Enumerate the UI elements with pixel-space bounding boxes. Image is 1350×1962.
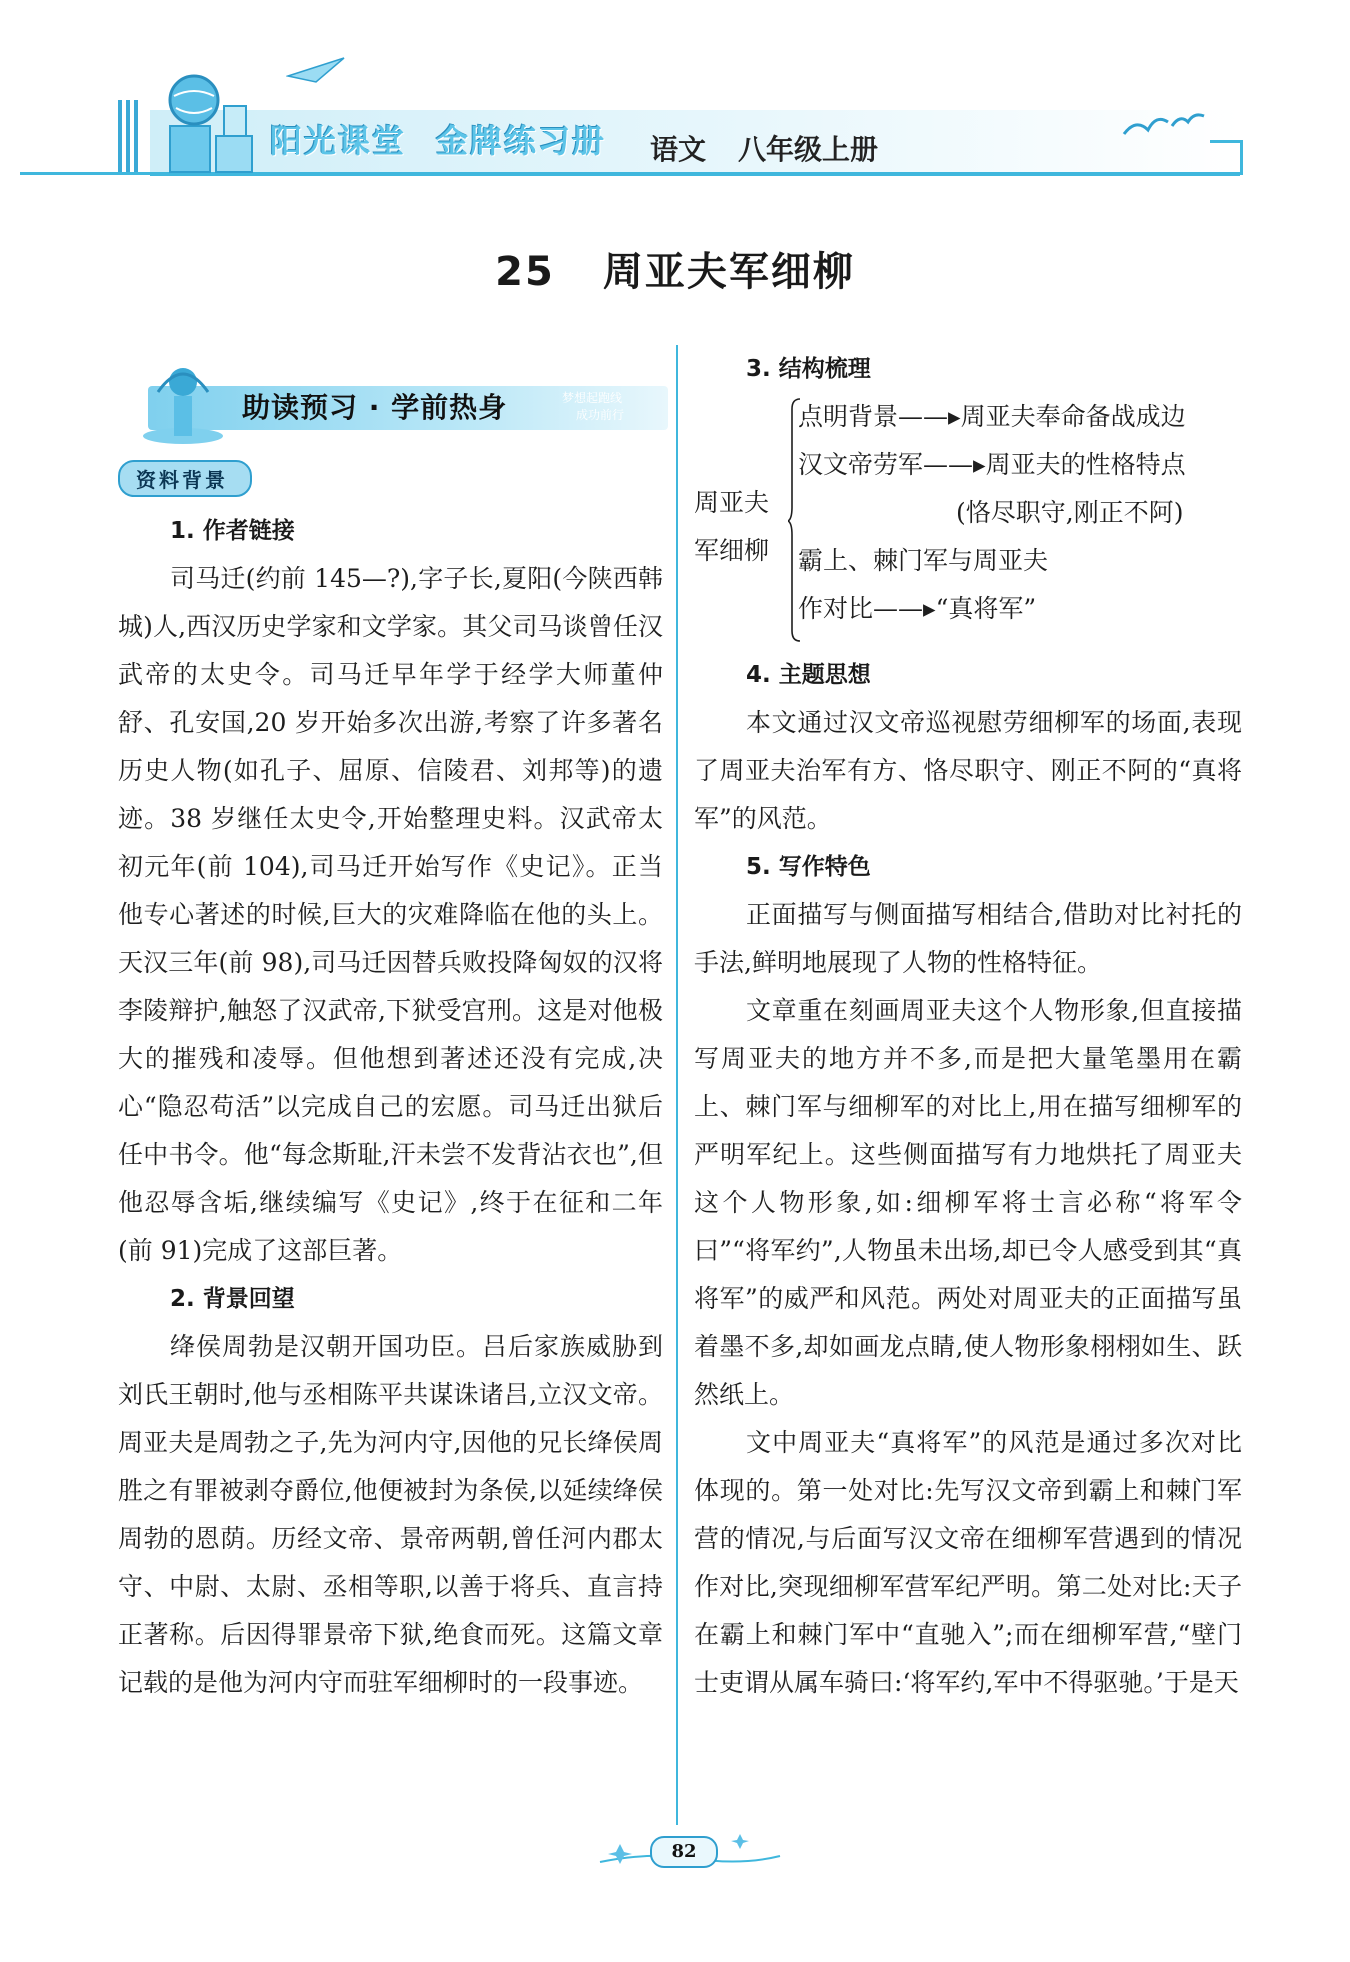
page-header (0, 0, 1350, 200)
writing-features-heading: 5. 写作特色 (746, 854, 871, 880)
structure-diagram (694, 393, 1242, 651)
series-right: 金牌练习册 (436, 122, 607, 160)
row1-right: 周亚夫奉命备战成边 (960, 402, 1186, 431)
lesson-number: 25 (495, 249, 555, 295)
row2-right: 周亚夫的性格特点 (985, 450, 1186, 479)
diagram-row-1 (798, 393, 1186, 441)
root-line-1: 周亚夫 (694, 488, 770, 517)
diagram-row-2 (798, 441, 1186, 489)
row4-left: 作对比 (798, 594, 874, 623)
row2-left: 汉文帝劳军 (798, 450, 924, 479)
banner-slogan (562, 390, 662, 424)
background-text: 绛侯周勃是汉朝开国功臣。吕后家族威胁到刘氏王朝时,他与丞相陈平共谋诛诸吕,立汉文帝。周亚夫是周勃之子,先为河内守,因他的兄长绛侯周胜之有罪被剥夺爵位,他便被封为条侯,以延续绛侯周勃的恩荫。历经文帝、景帝两朝,曾任河内郡太守、中尉、太尉、丞相等职,以善于将兵、直言持正著称。后因得罪景帝下狱,绝食而死。这篇文章记载的是他为河内守而驻军细柳时的一段事迹。 (118, 1332, 663, 1697)
row4-right: “真将军” (935, 594, 1037, 623)
right-column (694, 345, 1242, 1707)
row2-note: (恪尽职守,刚正不阿) (956, 498, 1184, 527)
grade-label: 八年级上册 (738, 133, 879, 166)
birds-icon (1120, 104, 1210, 144)
subject-label: 语文 (650, 133, 707, 166)
material-background-tag: 资料背景 (118, 460, 252, 497)
banner-title: 助读预习 · 学前热身 (242, 391, 508, 424)
header-stripes (118, 100, 138, 172)
theme-heading: 4. 主题思想 (746, 662, 871, 688)
theme-text: 本文通过汉文帝巡视慰劳细柳军的场面,表现了周亚夫治军有方、恪尽职守、刚正不阿的“真将军”的风范。 (694, 708, 1242, 833)
diagram-root (694, 479, 769, 575)
diagram-row-3: 霸上、棘门军与周亚夫 (798, 546, 1049, 575)
column-divider (676, 345, 678, 1825)
globe-books-icon (160, 66, 270, 176)
lesson-title: 周亚夫军细柳 (602, 249, 855, 295)
subject-grade (650, 128, 878, 168)
root-line-2: 军细柳 (694, 536, 770, 565)
series-left: 阳光课堂 (270, 122, 407, 160)
slogan-line-2: 成功前行 (576, 408, 625, 422)
series-name (270, 116, 636, 162)
background-heading: 2. 背景回望 (170, 1286, 295, 1312)
author-link-text: 司马迁(约前 145—?),字子长,夏阳(今陕西韩城)人,西汉历史学家和文学家。其父司马谈曾任汉武帝的太史令。司马迁早年学于经学大师董仲舒、孔安国,20 岁开始多次出游,考察了许多著名历史人物(如孔子、屈原、信陵君、刘邦等)的遗迹。38 岁继任太史令,开始整理史料。汉武帝太初元年(前 104),司马迁开始写作《史记》。正当他专心著述的时候,巨大的灾难降临在他的头上。天汉三年(前 98),司马迁因替兵败投降匈奴的汉将李陵辩护,触怒了汉武帝,下狱受宫刑。这是对他极大的摧残和凌辱。但他想到著述还没有完成,决心“隐忍苟活”以完成自己的宏愿。司马迁出狱后任中书令。他“每念斯耻,汗未尝不发背沾衣也”,但他忍辱含垢,继续编写《史记》,终于在征和二年(前 91)完成了这部巨著。 (118, 564, 663, 1265)
section-banner (118, 356, 663, 446)
arrow-icon: ——▸ (873, 594, 936, 623)
slogan-line-1: 梦想起跑线 (562, 391, 623, 405)
paper-plane-icon (286, 56, 346, 86)
arrow-icon: ——▸ (923, 450, 986, 479)
header-endcap (1210, 140, 1243, 175)
author-link-heading: 1. 作者链接 (170, 518, 295, 544)
left-column (118, 356, 663, 1707)
row1-left: 点明背景 (798, 402, 899, 431)
writing-features-text-1: 正面描写与侧面描写相结合,借助对比衬托的手法,鲜明地展现了人物的性格特征。 (694, 900, 1242, 977)
page-title (0, 240, 1350, 297)
writing-features-text-3: 文中周亚夫“真将军”的风范是通过多次对比体现的。第一处对比:先写汉文帝到霸上和棘门军营的情况,与后面写汉文帝在细柳军营遇到的情况作对比,突现细柳军营军纪严明。第二处对比:天子在霸上和棘门军中“直驰入”;而在细柳军营,“壁门士吏谓从属车骑曰:‘将军约,军中不得驱驰。’于是天 (694, 1428, 1242, 1697)
writing-features-text-2: 文章重在刻画周亚夫这个人物形象,但直接描写周亚夫的地方并不多,而是把大量笔墨用在霸上、棘门军与细柳军的对比上,用在描写细柳军的严明军纪上。这些侧面描写有力地烘托了周亚夫这个人物形象,如:细柳军将士言必称“将军令曰”“将军约”,人物虽未出场,却已令人感受到其“真将军”的威严和风范。两处对周亚夫的正面描写虽着墨不多,却如画龙点睛,使人物形象栩栩如生、跃然纸上。 (694, 996, 1242, 1409)
diagram-row-4 (798, 585, 1036, 633)
structure-heading: 3. 结构梳理 (746, 356, 871, 382)
page-number: 82 (650, 1836, 718, 1868)
arrow-icon: ——▸ (898, 402, 961, 431)
page-footer (590, 1822, 790, 1882)
fountain-icon (138, 356, 228, 446)
